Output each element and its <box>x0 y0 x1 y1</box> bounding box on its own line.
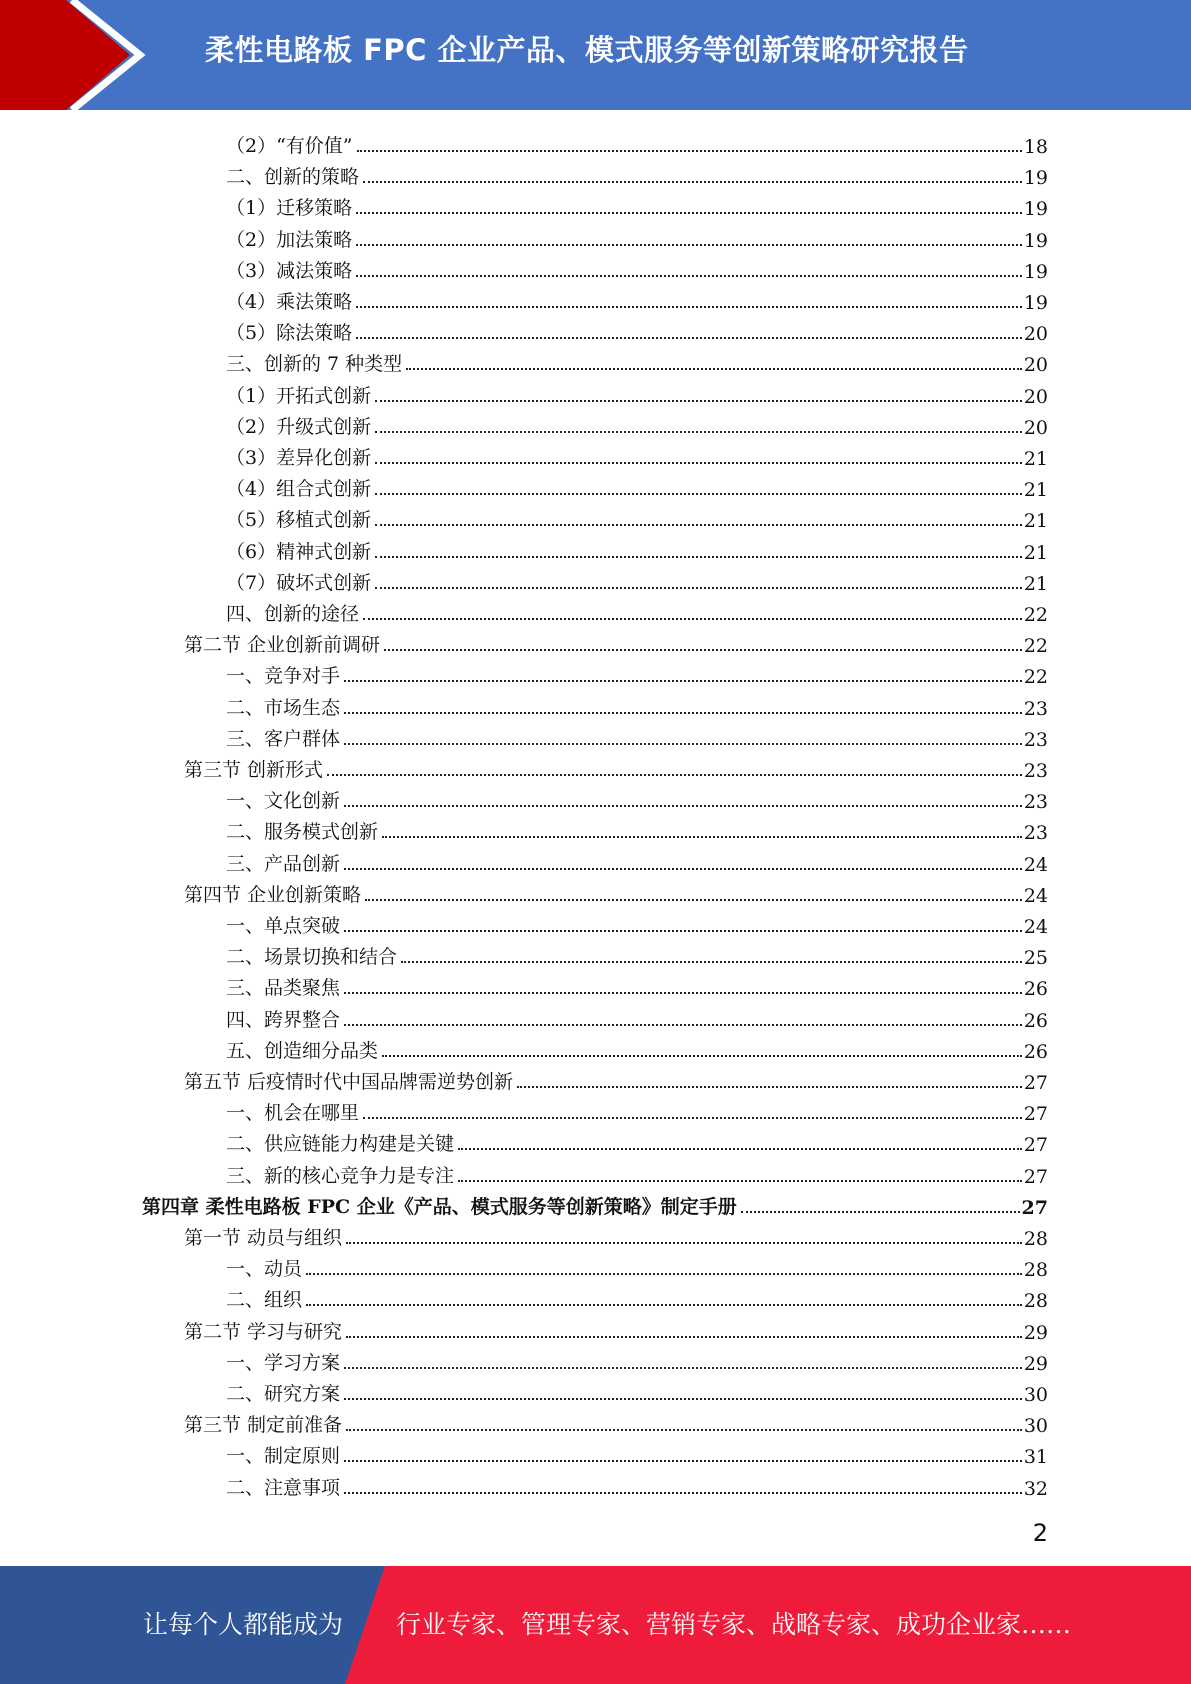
toc-leader-dots <box>375 524 1022 526</box>
toc-entry-page: 20 <box>1023 385 1048 408</box>
toc-entry-page: 20 <box>1023 354 1048 377</box>
toc-entry-page: 23 <box>1023 728 1048 751</box>
toc-entry-page: 19 <box>1023 229 1048 252</box>
toc-leader-dots <box>344 805 1022 807</box>
toc-entry-title: 一、制定原则 <box>226 1445 341 1468</box>
toc-entry-page: 27 <box>1021 1196 1048 1219</box>
toc-entry-page: 19 <box>1023 260 1048 283</box>
toc-entry[interactable] <box>184 751 1048 782</box>
toc-entry[interactable] <box>226 501 1048 532</box>
toc-leader-dots <box>356 212 1022 214</box>
toc-entry-title: （2）升级式创新 <box>226 415 372 438</box>
toc-entry-page: 22 <box>1023 666 1048 689</box>
toc-entry-title: 三、品类聚焦 <box>226 977 341 1000</box>
toc-entry-title: 一、动员 <box>226 1258 303 1281</box>
toc-entry[interactable] <box>226 252 1048 283</box>
toc-leader-dots <box>382 1055 1022 1057</box>
toc-entry[interactable] <box>226 689 1048 720</box>
toc-entry[interactable] <box>226 439 1048 470</box>
toc-entry-page: 27 <box>1023 1072 1048 1094</box>
footer-slogan-right: 行业专家、管理专家、营销专家、战略专家、成功企业家…… <box>396 1610 1072 1639</box>
toc-entry[interactable] <box>184 626 1048 657</box>
toc-entry-title: （7）破坏式创新 <box>226 571 372 594</box>
toc-entry[interactable] <box>226 377 1048 408</box>
toc-leader-dots <box>356 337 1022 339</box>
toc-entry-title: 第四章 柔性电路板 FPC 企业《产品、模式服务等创新策略》制定手册 <box>142 1195 737 1218</box>
toc-entry-page: 24 <box>1023 853 1048 876</box>
toc-entry-page: 21 <box>1023 541 1048 564</box>
toc-entry[interactable] <box>184 1063 1048 1094</box>
toc-entry-page: 23 <box>1023 791 1048 814</box>
toc-entry-page: 28 <box>1023 1290 1048 1313</box>
toc-entry[interactable] <box>226 938 1048 969</box>
toc-entry[interactable] <box>226 470 1048 501</box>
toc-leader-dots <box>365 899 1022 901</box>
toc-entry-title: 二、创新的策略 <box>226 166 360 189</box>
toc-entry[interactable] <box>226 1032 1048 1063</box>
toc-entry-title: 四、创新的途径 <box>226 603 360 625</box>
toc-leader-dots <box>357 150 1022 152</box>
toc-entry-page: 29 <box>1023 1321 1048 1344</box>
toc-entry-title: 第五节 后疫情时代中国品牌需逆势创新 <box>184 1071 514 1093</box>
toc-entry-page: 26 <box>1023 978 1048 1001</box>
toc-leader-dots <box>356 275 1022 277</box>
toc-entry[interactable] <box>142 1188 1048 1219</box>
toc-leader-dots <box>375 587 1022 589</box>
toc-entry[interactable] <box>226 1001 1048 1032</box>
toc-entry-title: （5）除法策略 <box>226 322 353 345</box>
toc-entry-page: 31 <box>1023 1446 1048 1469</box>
toc-entry[interactable] <box>226 283 1048 314</box>
toc-leader-dots <box>344 743 1022 745</box>
toc-entry-title: 第一节 动员与组织 <box>184 1227 343 1249</box>
toc-leader-dots <box>375 556 1022 558</box>
toc-entry-page: 21 <box>1023 572 1048 595</box>
toc-entry-title: 第二节 学习与研究 <box>184 1320 343 1343</box>
toc-entry-page: 24 <box>1023 916 1048 938</box>
toc-entry-page: 30 <box>1023 1384 1048 1406</box>
toc-entry[interactable] <box>226 314 1048 345</box>
toc-leader-dots <box>375 493 1022 495</box>
toc-entry-title: 一、竞争对手 <box>226 665 341 688</box>
toc-entry-title: 三、客户群体 <box>226 727 341 750</box>
toc-leader-dots <box>356 244 1022 246</box>
toc-entry-page: 28 <box>1023 1259 1048 1282</box>
toc-leader-dots <box>344 1024 1022 1026</box>
toc-entry-title: （5）移植式创新 <box>226 509 372 532</box>
toc-entry[interactable] <box>226 1375 1048 1406</box>
toc-entry-page: 27 <box>1023 1134 1048 1157</box>
toc-leader-dots <box>344 868 1022 870</box>
page-footer <box>0 1566 1191 1684</box>
toc-leader-dots <box>327 774 1022 776</box>
toc-entry-page: 19 <box>1023 167 1048 190</box>
toc-entry-page: 23 <box>1023 822 1048 845</box>
toc-entry[interactable] <box>226 1125 1048 1156</box>
toc-entry-page: 29 <box>1023 1352 1048 1375</box>
toc-leader-dots <box>344 1492 1022 1494</box>
toc-entry-title: 二、供应链能力构建是关键 <box>226 1133 455 1156</box>
toc-entry-page: 21 <box>1023 479 1048 502</box>
toc-entry[interactable] <box>226 657 1048 688</box>
toc-entry-title: （3）差异化创新 <box>226 447 372 469</box>
toc-leader-dots <box>344 1367 1022 1369</box>
toc-entry-title: 二、组织 <box>226 1289 303 1312</box>
toc-leader-dots <box>375 431 1022 433</box>
header-title: 柔性电路板 FPC 企业产品、模式服务等创新策略研究报告 <box>205 33 969 67</box>
toc-leader-dots <box>356 306 1022 308</box>
toc-entry-page: 23 <box>1023 697 1048 720</box>
toc-entry-title: （4）乘法策略 <box>226 291 353 313</box>
toc-entry[interactable] <box>226 533 1048 564</box>
toc-leader-dots <box>384 649 1022 651</box>
toc-leader-dots <box>344 712 1022 714</box>
toc-entry[interactable] <box>226 1469 1048 1500</box>
toc-entry[interactable] <box>184 1219 1048 1250</box>
toc-entry-title: 二、场景切换和结合 <box>226 946 398 969</box>
toc-entry-title: （1）开拓式创新 <box>226 384 372 407</box>
toc-entry-title: （2）加法策略 <box>226 228 353 251</box>
toc-entry-page: 32 <box>1023 1477 1048 1500</box>
toc-entry-title: 一、机会在哪里 <box>226 1102 360 1125</box>
toc-entry-page: 25 <box>1023 947 1048 970</box>
toc-entry[interactable] <box>184 876 1048 907</box>
toc-leader-dots <box>375 400 1022 402</box>
toc-entry-page: 22 <box>1023 635 1048 658</box>
toc-entry-page: 21 <box>1023 510 1048 533</box>
toc-entry[interactable] <box>226 1281 1048 1312</box>
toc-leader-dots <box>344 680 1022 682</box>
toc-leader-dots <box>346 1242 1022 1244</box>
page-header <box>0 0 1191 110</box>
toc-entry[interactable] <box>226 221 1048 252</box>
toc-entry-title: 第三节 创新形式 <box>184 759 324 781</box>
toc-entry-title: （2）“有价值” <box>226 135 353 157</box>
toc-entry[interactable] <box>226 158 1048 189</box>
toc-leader-dots <box>458 1148 1022 1150</box>
toc-entry[interactable] <box>226 969 1048 1000</box>
toc-entry[interactable] <box>226 1250 1048 1281</box>
toc-entry[interactable] <box>226 845 1048 876</box>
toc-leader-dots <box>458 1180 1022 1182</box>
toc-leader-dots <box>344 992 1022 994</box>
toc-entry-title: 一、文化创新 <box>226 790 341 813</box>
toc-entry-title: 三、创新的 7 种类型 <box>226 353 403 376</box>
toc-entry-title: 三、产品创新 <box>226 852 341 875</box>
toc-entry-title: 三、新的核心竞争力是专注 <box>226 1164 455 1187</box>
toc-leader-dots <box>306 1304 1022 1306</box>
toc-entry-title: （6）精神式创新 <box>226 540 372 563</box>
toc-leader-dots <box>401 961 1022 963</box>
toc-entry[interactable] <box>226 813 1048 844</box>
toc-entry-title: 第二节 企业创新前调研 <box>184 634 381 657</box>
toc-entry-page: 18 <box>1023 136 1048 158</box>
toc-entry-page: 19 <box>1023 198 1048 221</box>
toc-entry-page: 28 <box>1023 1228 1048 1250</box>
toc-entry-title: （3）减法策略 <box>226 259 353 282</box>
toc-leader-dots <box>382 836 1022 838</box>
toc-entry-title: 二、研究方案 <box>226 1383 341 1405</box>
toc-entry-page: 20 <box>1023 323 1048 346</box>
page-number: 2 <box>1032 1519 1048 1547</box>
toc-leader-dots <box>344 1460 1022 1462</box>
toc-entry[interactable] <box>226 782 1048 813</box>
toc-leader-dots <box>363 1117 1022 1119</box>
footer-slogan-left: 让每个人都能成为 <box>143 1610 344 1639</box>
toc-leader-dots <box>363 618 1022 620</box>
toc-leader-dots <box>363 181 1022 183</box>
toc-entry[interactable] <box>226 720 1048 751</box>
toc-entry-page: 23 <box>1023 760 1048 782</box>
toc-entry-title: 五、创造细分品类 <box>226 1039 379 1062</box>
toc-entry-page: 20 <box>1023 416 1048 439</box>
toc-leader-dots <box>346 1429 1022 1431</box>
toc-entry-title: 二、服务模式创新 <box>226 821 379 844</box>
toc-entry[interactable] <box>226 1437 1048 1468</box>
toc-entry-page: 21 <box>1023 448 1048 470</box>
toc-leader-dots <box>346 1336 1022 1338</box>
toc-entry[interactable] <box>226 595 1048 626</box>
toc-entry[interactable] <box>226 1344 1048 1375</box>
toc-entry[interactable] <box>226 408 1048 439</box>
toc-entry-page: 26 <box>1023 1040 1048 1063</box>
toc-entry-page: 27 <box>1023 1165 1048 1188</box>
toc-entry[interactable] <box>226 564 1048 595</box>
toc-entry-title: 二、市场生态 <box>226 696 341 719</box>
toc-entry-title: （4）组合式创新 <box>226 478 372 501</box>
toc-entry-title: 一、单点突破 <box>226 915 341 937</box>
toc-leader-dots <box>344 930 1022 932</box>
toc-leader-dots <box>406 368 1022 370</box>
toc-entry[interactable] <box>226 127 1048 158</box>
toc-entry-title: （1）迁移策略 <box>226 197 353 220</box>
toc-entry[interactable] <box>184 1406 1048 1437</box>
toc-entry-title: 四、跨界整合 <box>226 1008 341 1031</box>
toc-leader-dots <box>344 1398 1022 1400</box>
toc-entry[interactable] <box>226 345 1048 376</box>
toc-entry-title: 第四节 企业创新策略 <box>184 883 362 906</box>
toc-entry[interactable] <box>226 1157 1048 1188</box>
toc-leader-dots <box>306 1273 1022 1275</box>
toc-entry-page: 30 <box>1023 1415 1048 1438</box>
toc-entry[interactable] <box>184 1313 1048 1344</box>
toc-entry-page: 27 <box>1023 1103 1048 1126</box>
toc-entry-title: 第三节 制定前准备 <box>184 1414 343 1437</box>
toc-entry-title: 一、学习方案 <box>226 1351 341 1374</box>
toc-entry-page: 26 <box>1023 1009 1048 1032</box>
toc-leader-dots <box>741 1211 1020 1213</box>
toc-leader-dots <box>375 462 1022 464</box>
toc-entry-page: 19 <box>1023 292 1048 314</box>
toc-leader-dots <box>517 1086 1022 1088</box>
toc-entry[interactable] <box>226 907 1048 938</box>
toc-entry-page: 22 <box>1023 604 1048 626</box>
header-arrow-decoration <box>0 0 160 110</box>
toc-entry[interactable] <box>226 189 1048 220</box>
toc-entry-title: 二、注意事项 <box>226 1476 341 1499</box>
toc-entry[interactable] <box>226 1094 1048 1125</box>
toc-entry-page: 24 <box>1023 884 1048 907</box>
